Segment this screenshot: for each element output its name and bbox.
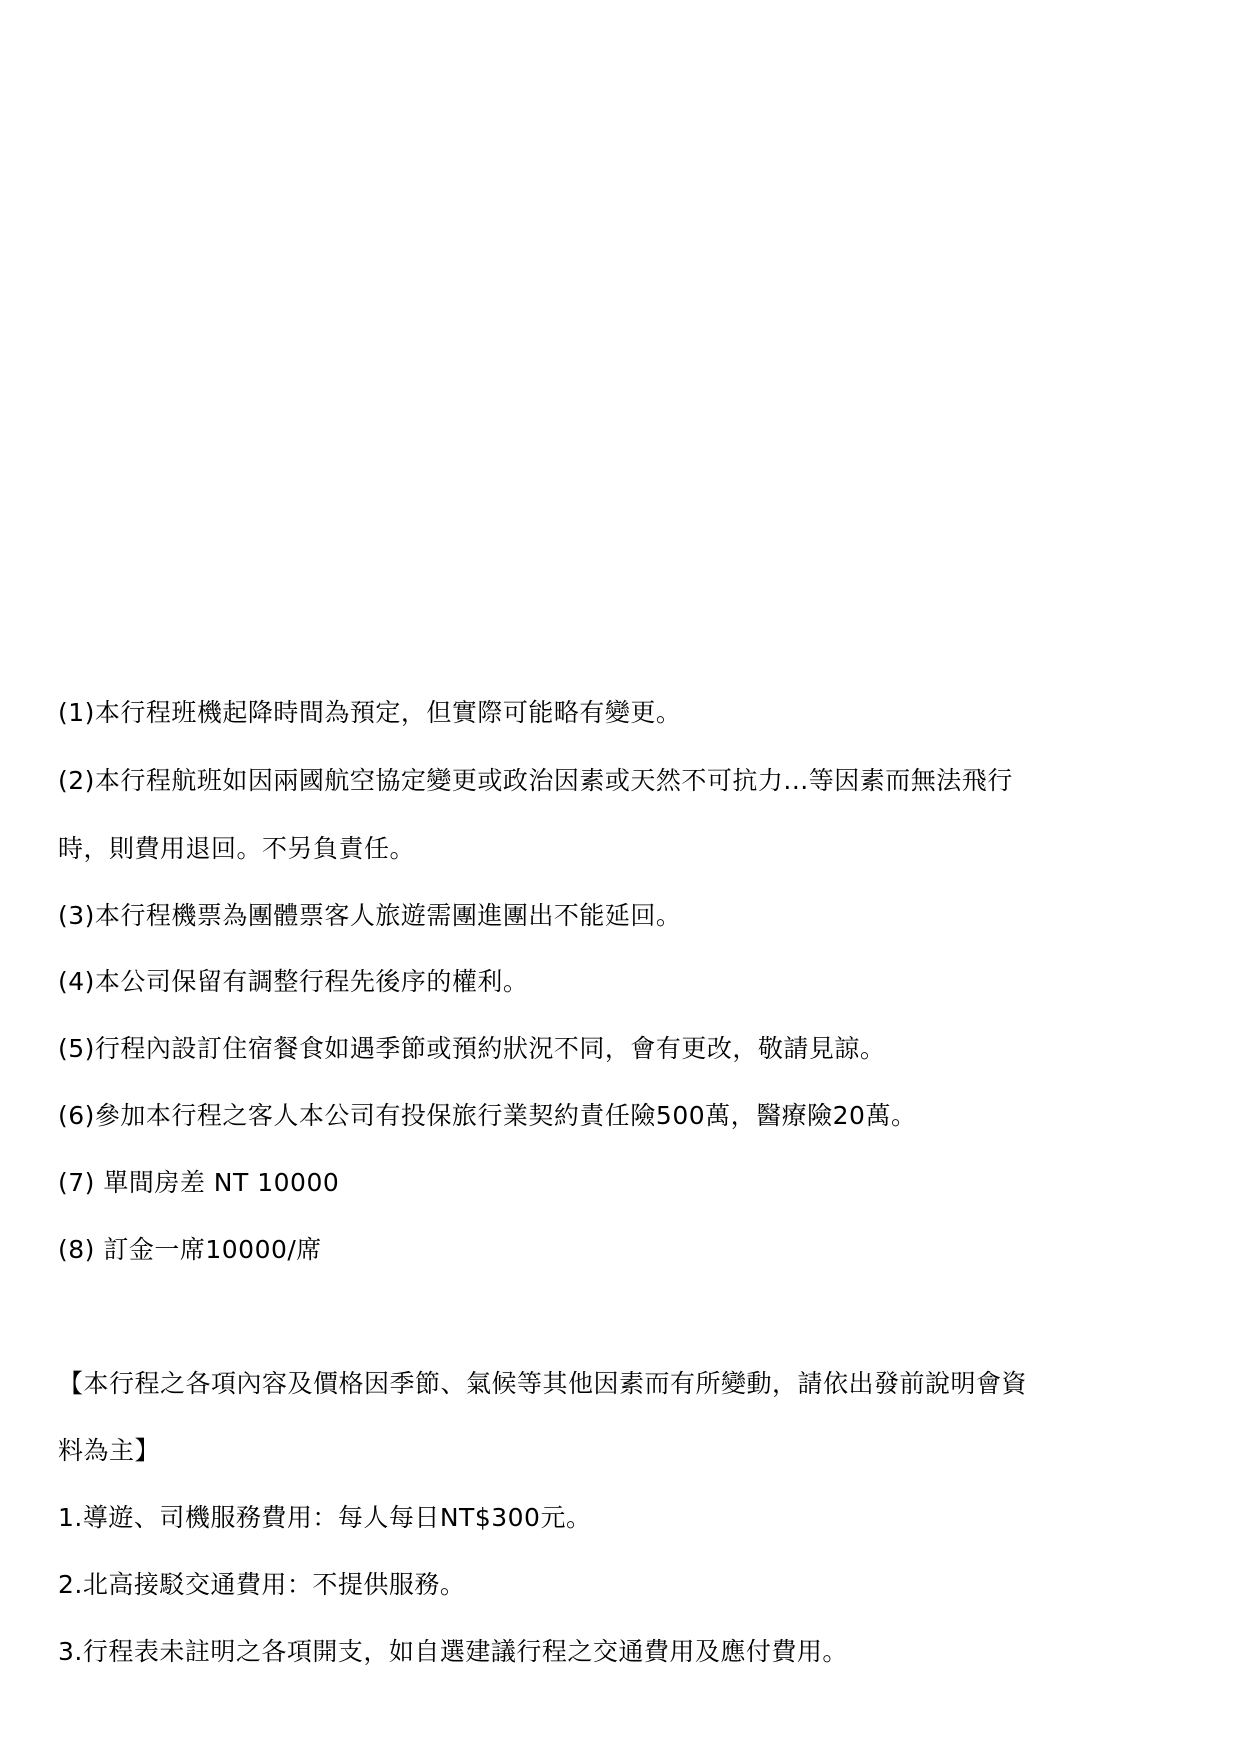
note-line-8: (8) 訂金一席10000/席 (58, 1235, 322, 1264)
notice-line-2: 料為主】 (58, 1436, 161, 1465)
note-line-3: (3)本行程機票為團體票客人旅遊需團進團出不能延回。 (58, 901, 682, 930)
exclusion-item-2: 2.北高接駁交通費用：不提供服務。 (58, 1570, 466, 1599)
note-line-7: (7) 單間房差 NT 10000 (58, 1168, 340, 1197)
note-line-2-continued: 時，則費用退回。不另負責任。 (58, 834, 416, 863)
note-line-6: (6)參加本行程之客人本公司有投保旅行業契約責任險500萬，醫療險20萬。 (58, 1101, 917, 1130)
note-line-5: (5)行程內設訂住宿餐食如遇季節或預約狀況不同，會有更改，敬請見諒。 (58, 1034, 886, 1063)
note-line-2: (2)本行程航班如因兩國航空協定變更或政治因素或天然不可抗力...等因素而無法飛行 (58, 766, 1013, 795)
note-line-1: (1)本行程班機起降時間為預定，但實際可能略有變更。 (58, 698, 682, 727)
notice-line-1: 【本行程之各項內容及價格因季節、氣候等其他因素而有所變動，請依出發前說明會資 (58, 1369, 1028, 1398)
exclusion-item-3: 3.行程表未註明之各項開支，如自選建議行程之交通費用及應付費用。 (58, 1637, 848, 1666)
exclusion-item-1: 1.導遊、司機服務費用：每人每日NT$300元。 (58, 1503, 592, 1532)
note-line-4: (4)本公司保留有調整行程先後序的權利。 (58, 967, 529, 996)
